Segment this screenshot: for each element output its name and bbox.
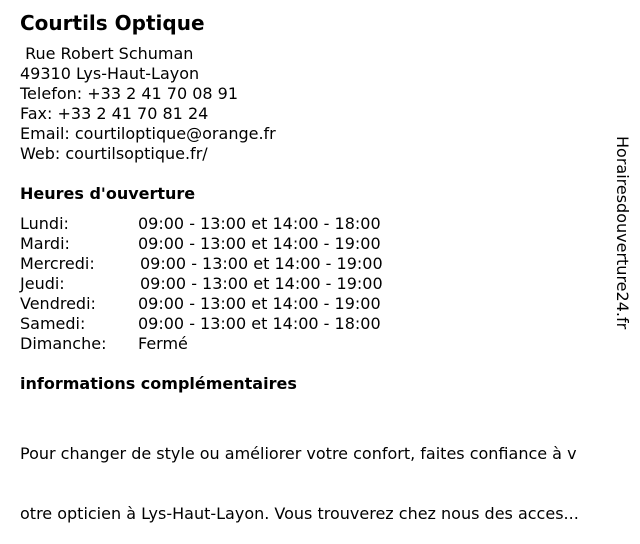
hours-row-thursday <box>20 274 440 294</box>
additional-info-heading: informations complémentaires <box>20 374 297 393</box>
day-hours: 09:00 - 13:00 et 14:00 - 19:00 <box>140 254 383 273</box>
info-line-1: Pour changer de style ou améliorer votre confort, faites confiance à v <box>20 444 577 463</box>
fax-number: Fax: +33 2 41 70 81 24 <box>20 104 209 123</box>
day-label: Mardi: <box>20 234 70 253</box>
additional-info-text <box>20 404 579 544</box>
email-address: Email: courtiloptique@orange.fr <box>20 124 276 143</box>
day-label: Mercredi: <box>20 254 95 273</box>
hours-row-friday <box>20 294 440 314</box>
day-label: Jeudi: <box>20 274 65 293</box>
hours-row-sunday <box>20 334 440 354</box>
day-hours: 09:00 - 13:00 et 14:00 - 19:00 <box>140 274 383 293</box>
day-hours: Fermé <box>138 334 188 353</box>
day-hours: 09:00 - 13:00 et 14:00 - 18:00 <box>138 214 381 233</box>
street-address: Rue Robert Schuman <box>20 44 194 63</box>
city-postcode: 49310 Lys-Haut-Layon <box>20 64 200 83</box>
business-name: Courtils Optique <box>20 11 205 35</box>
day-label: Lundi: <box>20 214 69 233</box>
hours-row-wednesday <box>20 254 440 274</box>
site-watermark <box>612 136 632 372</box>
day-hours: 09:00 - 13:00 et 14:00 - 18:00 <box>138 314 381 333</box>
contact-block <box>20 44 276 164</box>
info-line-2: otre opticien à Lys-Haut-Layon. Vous trouverez chez nous des acces... <box>20 504 579 523</box>
phone-number: Telefon: +33 2 41 70 08 91 <box>20 84 239 103</box>
day-label: Dimanche: <box>20 334 107 353</box>
opening-hours-table <box>20 214 440 354</box>
website: Web: courtilsoptique.fr/ <box>20 144 208 163</box>
day-label: Vendredi: <box>20 294 96 313</box>
hours-row-tuesday <box>20 234 440 254</box>
watermark-text: Horairesdouverture24.fr <box>613 136 632 330</box>
day-hours: 09:00 - 13:00 et 14:00 - 19:00 <box>138 234 381 253</box>
hours-row-monday <box>20 214 440 234</box>
opening-hours-heading: Heures d'ouverture <box>20 184 196 203</box>
day-hours: 09:00 - 13:00 et 14:00 - 19:00 <box>138 294 381 313</box>
day-label: Samedi: <box>20 314 86 333</box>
hours-row-saturday <box>20 314 440 334</box>
